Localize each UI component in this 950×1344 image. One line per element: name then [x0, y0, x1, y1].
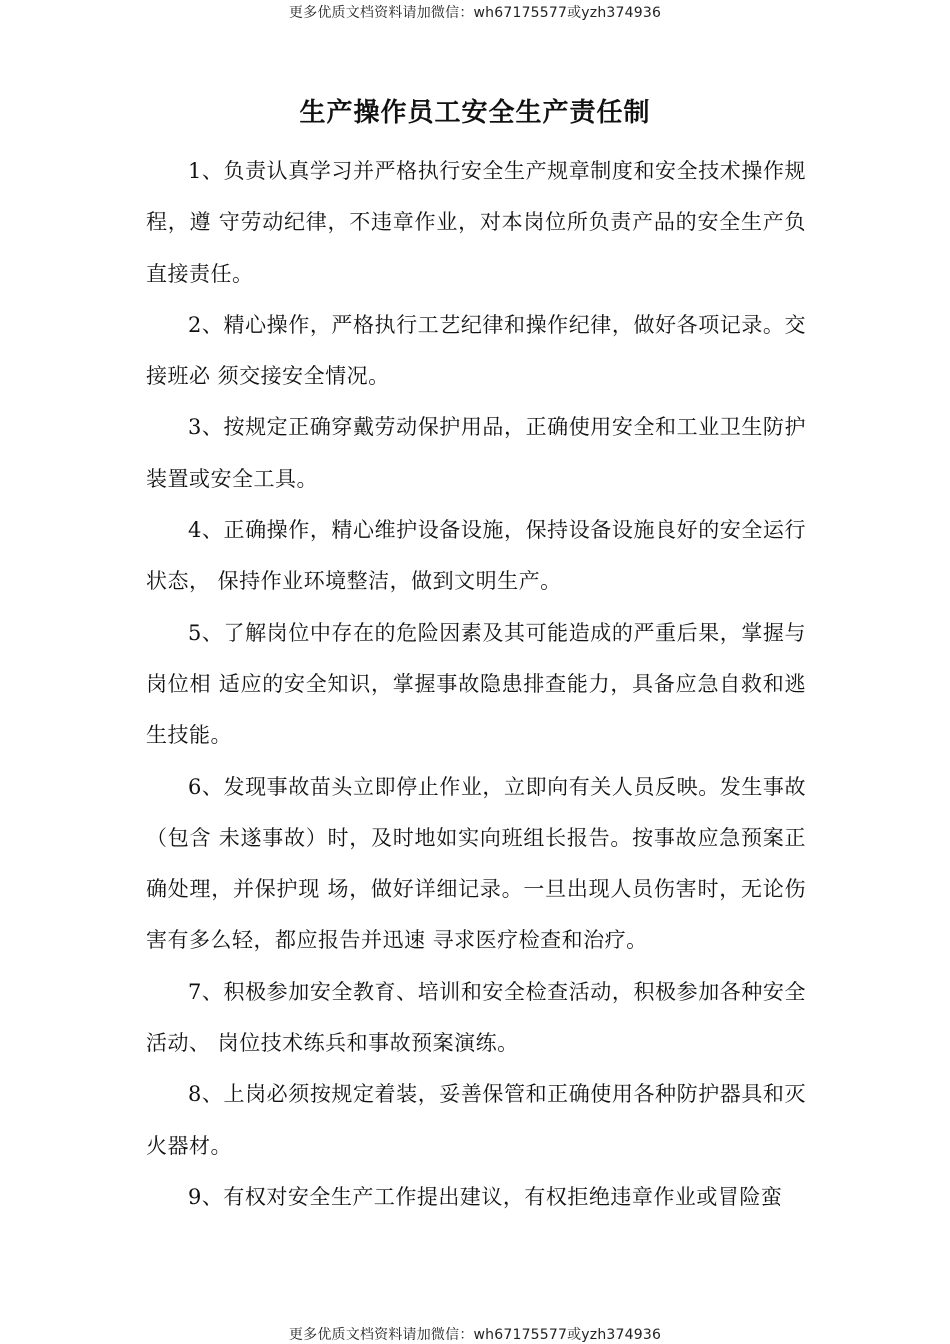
paragraph-8: 8、上岗必须按规定着装，妥善保管和正确使用各种防护器具和灭火器材。	[146, 1082, 806, 1158]
document-body	[146, 146, 806, 1223]
document-title: 生产操作员工安全生产责任制	[299, 98, 651, 128]
paragraph-7: 7、积极参加安全教育、培训和安全检查活动，积极参加各种安全活动、 岗位技术练兵和事故预案演练。	[146, 979, 806, 1056]
paragraph-5: 5、了解岗位中存在的危险因素及其可能造成的严重后果，掌握与岗位相 适应的安全知识，掌握事故隐患排查能力，具备应急自救和逃生技能。	[146, 620, 806, 748]
paragraph-1: 1、负责认真学习并严格执行安全生产规章制度和安全技术操作规程，遵 守劳动纪律，不违章作业，对本岗位所负责产品的安全生产负直接责任。	[146, 159, 806, 286]
paragraph-6: 6、发现事故苗头立即停止作业，立即向有关人员反映。发生事故（包含 未遂事故）时，及时地如实向班组长报告。按事故应急预案正确处理，并保护现 场，做好详细记录。一旦出现人员伤害时，无论伤害有多么轻，都应报告并迅速 寻求医疗检查和治疗。	[146, 774, 806, 953]
paragraph-9: 9、有权对安全生产工作提出建议，有权拒绝违章作业或冒险蛮	[188, 1184, 783, 1209]
page-header: 更多优质文档资料请加微信：wh67175577或yzh374936	[288, 5, 662, 21]
paragraph-2: 2、精心操作，严格执行工艺纪律和操作纪律，做好各项记录。交接班必 须交接安全情况。	[146, 312, 806, 389]
page-footer: 更多优质文档资料请加微信：wh67175577或yzh374936	[288, 1327, 662, 1343]
paragraph-4: 4、正确操作，精心维护设备设施，保持设备设施良好的安全运行状态， 保持作业环境整洁，做到文明生产。	[146, 518, 806, 594]
paragraph-3: 3、按规定正确穿戴劳动保护用品，正确使用安全和工业卫生防护装置或安全工具。	[146, 415, 806, 491]
